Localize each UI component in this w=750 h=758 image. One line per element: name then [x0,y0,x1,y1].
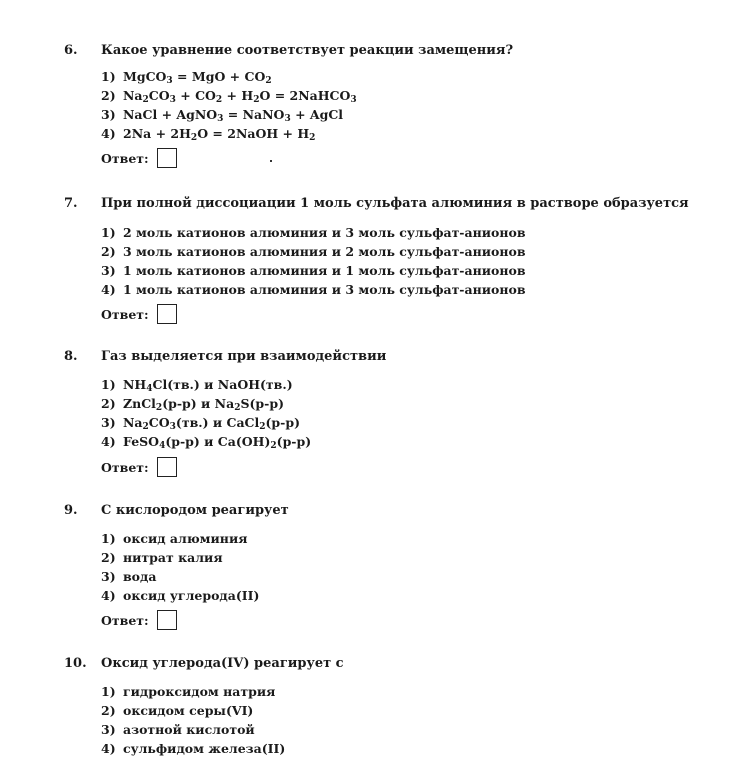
options-list [101,529,259,605]
question-text: Оксид углерода(IV) реагирует с [101,656,344,671]
option-text: сульфидом железа(II) [123,741,286,756]
question-text: С кислородом реагирует [101,503,289,518]
option-number: 1) [101,225,116,240]
option-1 [101,67,357,86]
option-text: 1 моль катионов алюминия и 1 моль сульфат-анионов [123,263,526,278]
answer-label: Ответ: [101,459,149,475]
option-number: 2) [101,550,116,565]
option-4 [101,586,259,605]
option-text: FeSO$_4$(р-р) и $Ca(OH)_2(р-р)$ [123,434,312,451]
option-text: $Na_2CO_3 + CO_2 + H_2O$ = 2NaHCO$_3$ [123,88,357,105]
option-number: 2) [101,244,116,259]
option-4 [101,739,285,758]
speck [270,160,272,162]
option-number: 3) [101,569,116,584]
question-number: 10. [64,656,87,671]
question-number: 6. [64,43,78,58]
answer-box[interactable] [157,304,177,324]
option-number: 3) [101,415,116,430]
option-1 [101,529,259,548]
option-4 [101,280,526,299]
option-text: оксид углерода(II) [123,588,260,603]
option-text: NaCl + AgNO$_3$ = NaNO$_3$ + AgCl [123,107,344,124]
option-number: 4) [101,126,116,141]
option-text: гидроксидом натрия [123,684,276,699]
option-text: MgCO$_3$ = MgO + $CO_2$ [123,69,272,86]
option-3 [101,720,285,739]
option-2 [101,394,311,413]
option-3 [101,105,357,124]
option-text: ZnCl$_2$(р-р) и $Na_2S(р-р)$ [123,396,284,413]
question-text: Газ выделяется при взаимодействии [101,349,387,364]
option-text: азотной кислотой [123,722,255,737]
option-text: $Na_2CO_3(тв.)$ и CaCl$_2$(р-р) [123,415,301,432]
answer-label: Ответ: [101,150,149,166]
option-text: 1 моль катионов алюминия и 3 моль сульфат-анионов [123,282,526,297]
option-number: 1) [101,377,116,392]
question-number: 9. [64,503,78,518]
question-number: 7. [64,196,78,211]
option-text: $2Na + 2H_2O$ = 2NaOH + $H_2$ [123,126,316,143]
option-1 [101,682,285,701]
answer-label: Ответ: [101,306,149,322]
option-3 [101,261,526,280]
option-number: 2) [101,703,116,718]
answer-row [101,148,177,168]
option-text: $NH_4Cl(тв.)$ и NaOH(тв.) [123,377,293,394]
answer-row [101,304,177,324]
option-2 [101,86,357,105]
answer-label: Ответ: [101,612,149,628]
option-text: оксид алюминия [123,531,248,546]
option-2 [101,548,259,567]
answer-box[interactable] [157,148,177,168]
option-number: 4) [101,282,116,297]
option-number: 3) [101,722,116,737]
option-text: нитрат калия [123,550,223,565]
question-text: При полной диссоциации 1 моль сульфата алюминия в растворе образуется [101,196,689,211]
option-text: 3 моль катионов алюминия и 2 моль сульфат-анионов [123,244,526,259]
option-4 [101,432,311,451]
options-list [101,67,357,143]
option-number: 1) [101,531,116,546]
option-text: вода [123,569,157,584]
options-list [101,375,311,451]
option-number: 4) [101,741,116,756]
option-number: 2) [101,88,116,103]
answer-box[interactable] [157,610,177,630]
option-number: 3) [101,107,116,122]
option-4 [101,124,357,143]
answer-box[interactable] [157,457,177,477]
option-text: оксидом серы(VI) [123,703,254,718]
option-number: 3) [101,263,116,278]
option-number: 1) [101,684,116,699]
option-number: 4) [101,434,116,449]
option-number: 1) [101,69,116,84]
option-number: 4) [101,588,116,603]
answer-row [101,457,177,477]
answer-row [101,610,177,630]
question-text: Какое уравнение соответствует реакции замещения? [101,43,514,58]
option-text: 2 моль катионов алюминия и 3 моль сульфат-анионов [123,225,526,240]
option-1 [101,223,526,242]
option-3 [101,413,311,432]
options-list [101,682,285,758]
options-list [101,223,526,299]
question-number: 8. [64,349,78,364]
option-2 [101,701,285,720]
option-1 [101,375,311,394]
option-3 [101,567,259,586]
option-2 [101,242,526,261]
option-number: 2) [101,396,116,411]
